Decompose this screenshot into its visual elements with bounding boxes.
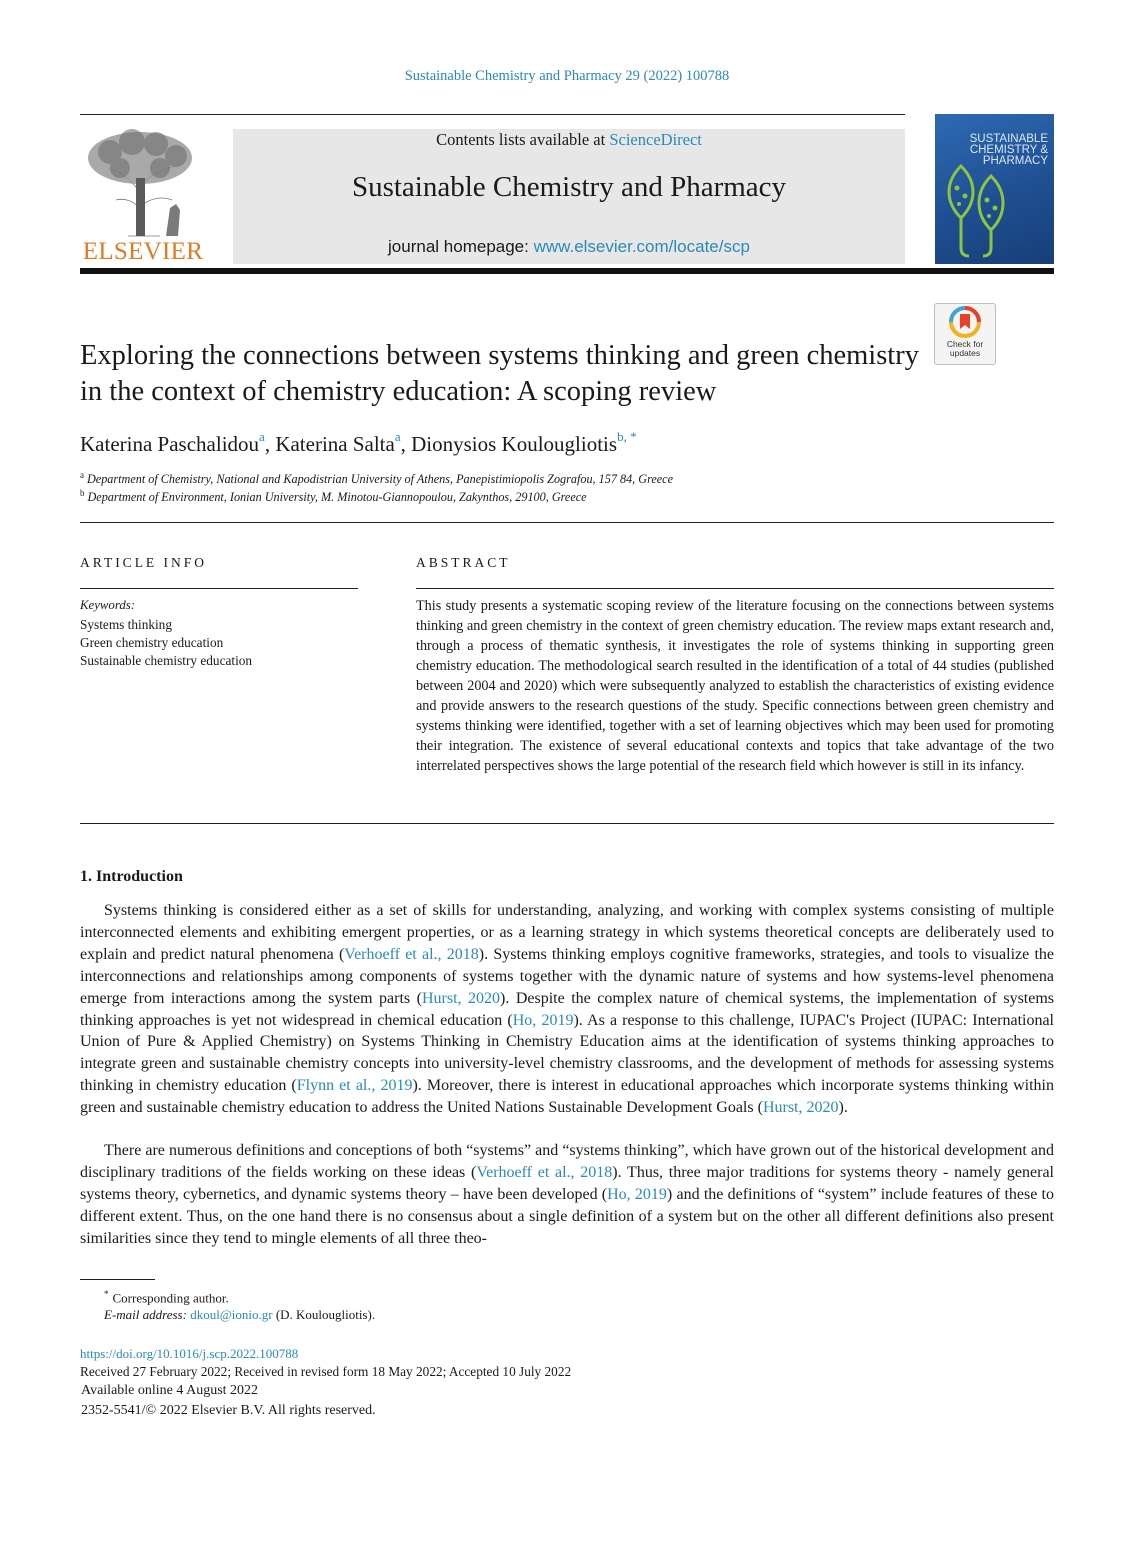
abstract-divider: [416, 588, 1054, 589]
email-link[interactable]: dkoul@ionio.gr: [190, 1307, 273, 1322]
author-name: Katerina Paschalidou: [80, 432, 260, 456]
keyword-item: Systems thinking: [80, 617, 172, 632]
check-updates-line: updates: [949, 348, 981, 358]
check-for-updates-button[interactable]: [934, 303, 996, 365]
body-paragraph: There are numerous definitions and conceptions of both “systems” and “systems thinking”, which have grown out of the historical development and disciplinary traditions of the fields working on these ideas (Verhoeff et al., 2018). Thus, three major traditions for systems theory - namely general systems theory, cybernetics, and dynamic systems theory – have been developed (Ho, 2019) and the definitions of “system” include features of these to different extent. Thus, on the one hand there is no consensus about a single definition of a system but on the other all different definitions also present similarities since they tend to mingle elements of all three theo-: [80, 1142, 1054, 1247]
abstract-text: This study presents a systematic scoping review of the literature focusing on the connections between systems thinking and green chemistry in the context of green chemistry education. The review maps extant research and, through a process of thematic synthesis, it investigates the role of systems thinking in supporting green chemistry education. The methodological search resulted in the identification of a total of 44 studies (published between 2004 and 2020) which were subsequently analyzed to establish the characteristics of existing evidence and provide answers to the research questions of the study. Specific connections between green chemistry and systems thinking were identified, together with a set of learning objectives which may been used for promoting their integration. The existence of several educational contexts and topics that take advantage of the two interrelated perspectives shows the large potential of the research field which however is still in its infancy.: [416, 598, 1054, 774]
article-info-divider: [80, 588, 358, 589]
article-info-heading: ARTICLE INFO: [80, 555, 208, 570]
check-updates-line: Check for: [946, 339, 984, 349]
email-note: [104, 1307, 375, 1323]
leaf-icon: [941, 162, 1021, 258]
journal-cover[interactable]: [935, 114, 1054, 264]
citation-link[interactable]: Ho, 2019: [607, 1185, 667, 1203]
affiliation-link[interactable]: a: [394, 429, 401, 444]
publisher-wordmark: ELSEVIER: [82, 238, 204, 265]
corresponding-author-note: [104, 1289, 229, 1306]
footnote-mark: *: [104, 1289, 109, 1299]
top-divider: [80, 114, 905, 115]
keyword-item: Green chemistry education: [80, 635, 224, 650]
citation-link[interactable]: Hurst, 2020: [762, 1099, 839, 1117]
available-online-date: Available online 4 August 2022: [81, 1383, 259, 1398]
citation-link[interactable]: Flynn et al., 2019: [296, 1077, 413, 1095]
introduction-heading: 1. Introduction: [80, 868, 183, 885]
cover-title-line: CHEMISTRY &: [969, 144, 1048, 156]
homepage-prefix: journal homepage:: [388, 237, 534, 256]
sciencedirect-link[interactable]: ScienceDirect: [609, 130, 702, 149]
journal-name: Sustainable Chemistry and Pharmacy: [351, 171, 787, 203]
citation-link[interactable]: Ho, 2019: [512, 1011, 574, 1029]
citation-link[interactable]: Hurst, 2020: [421, 989, 501, 1007]
publisher-logo: [80, 128, 206, 266]
cover-title-line: SUSTAINABLE: [969, 133, 1048, 145]
section-divider: [80, 823, 1054, 824]
cover-title-line: PHARMACY: [982, 155, 1048, 167]
received-dates: Received 27 February 2022; Received in revised form 18 May 2022; Accepted 10 July 2022: [80, 1364, 572, 1379]
author-name: Katerina Salta: [275, 432, 395, 456]
affiliation-text: Department of Chemistry, National and Kapodistrian University of Athens, Panepistimiopolis Zografou, 157 84, Greece: [87, 472, 673, 487]
email-label: E-mail address:: [104, 1307, 187, 1322]
homepage-line: [233, 237, 905, 257]
affiliation: [80, 488, 587, 505]
article-title: Exploring the connections between systems thinking and green chemistry in the context of chemistry education: A scoping review: [80, 340, 919, 407]
author-list: Katerina Paschalidou$^a$, Katerina Salta$^a$, Dionysios Koulougliotis$^{b, *}$: [80, 429, 637, 456]
header-thick-divider: [80, 268, 1054, 274]
citation-link[interactable]: Verhoeff et al., 2018: [476, 1163, 613, 1181]
contents-prefix: Contents lists available at: [436, 130, 610, 149]
affiliation: [80, 470, 673, 487]
journal-header: [233, 129, 905, 264]
affiliation-label: a: [80, 470, 84, 480]
journal-reference[interactable]: Sustainable Chemistry and Pharmacy 29 (2022) 100788: [404, 68, 730, 84]
citation-link[interactable]: Verhoeff et al., 2018: [344, 945, 479, 963]
contents-line: [233, 130, 905, 150]
doi-link[interactable]: https://doi.org/10.1016/j.scp.2022.100788: [80, 1346, 299, 1361]
footnote-divider: [80, 1279, 155, 1280]
affiliation-link[interactable]: b, *: [617, 429, 637, 444]
section-divider: [80, 522, 1054, 523]
corresponding-author-text: Corresponding author.: [112, 1290, 229, 1306]
author-name: Dionysios Koulougliotis: [411, 432, 618, 456]
check-for-updates-label: [935, 340, 995, 358]
keyword-item: Sustainable chemistry education: [80, 653, 253, 668]
affiliation-link[interactable]: a: [259, 429, 265, 444]
body-paragraph: Systems thinking is considered either as a set of skills for understanding, analyzing, and working with complex systems consisting of multiple interconnected elements and exhibiting emergent properties, or as a learning strategy in which systems theoretical concepts are deliberately used to explain and predict natural phenomena (Verhoeff et al., 2018). Systems thinking employs cognitive frameworks, strategies, and tools to visualize the interconnections and relationships among components of systems together with the dynamic nature of systems and how systems-level phenomena emerge from interactions among the system parts (Hurst, 2020). Despite the complex nature of chemical systems, the implementation of systems thinking approaches is yet not widespread in chemical education (Ho, 2019). As a response to this challenge, IUPAC's Project (IUPAC: International Union of Pure & Applied Chemistry) on Systems Thinking in Chemistry Education aims at the identification of systems thinking approaches to integrate green and sustainable chemistry concepts into university-level chemistry classrooms, and the development of methods for assessing systems thinking in chemistry education (Flynn et al., 2019). Moreover, there is interest in educational approaches which incorporate systems thinking within green and sustainable chemistry education to address the United Nations Sustainable Development Goals (Hurst, 2020).: [80, 902, 1055, 1117]
abstract-heading: ABSTRACT: [416, 555, 511, 570]
email-suffix: (D. Koulougliotis).: [272, 1307, 376, 1322]
tree-icon: [80, 128, 206, 240]
homepage-link[interactable]: www.elsevier.com/locate/scp: [533, 237, 750, 256]
bookmark-icon: [935, 304, 995, 340]
keywords-label: Keywords:: [80, 598, 135, 612]
affiliation-label: b: [80, 488, 85, 498]
affiliation-text: Department of Environment, Ionian University, M. Minotou-Giannopoulou, Zakynthos, 29100, Greece: [87, 490, 587, 505]
copyright-notice: 2352-5541/© 2022 Elsevier B.V. All rights reserved.: [81, 1403, 376, 1418]
